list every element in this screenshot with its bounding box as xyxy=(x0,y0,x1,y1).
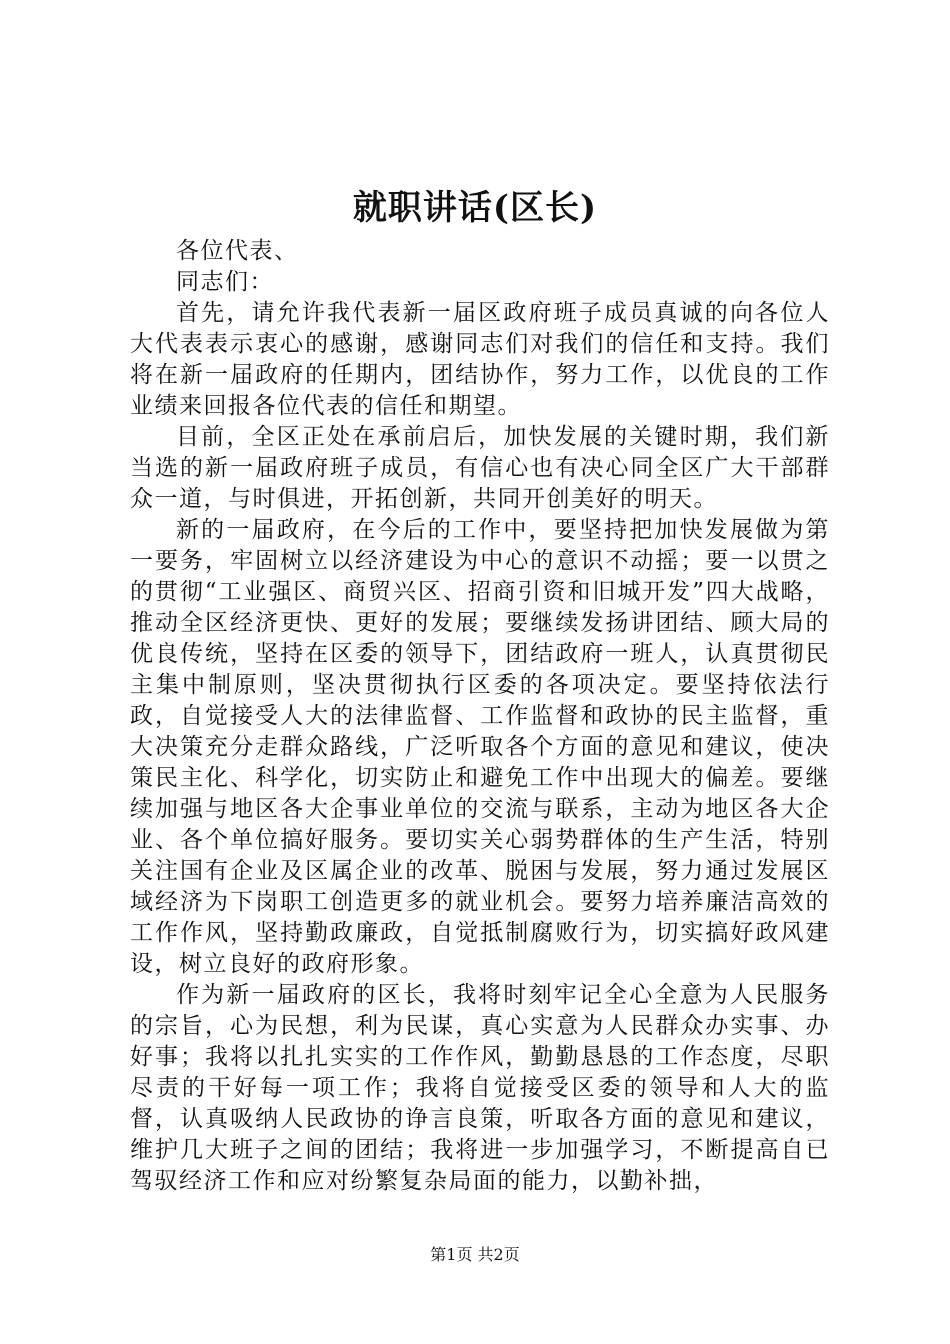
body-paragraph: 作为新一届政府的区长，我将时刻牢记全心全意为人民服务的宗旨，心为民想，利为民谋，真心实意为人民群众办实事、办好事；我将以扎扎实实的工作作风，勤勤恳恳的工作态度，尽职尽责的干好每一项工作；我将自觉接受区委的领导和人大的监督，认真吸纳人民政协的诤言良策，听取各方面的意见和建议，维护几大班子之间的团结；我将进一步加强学习，不断提高自已驾驭经济工作和应对纷繁复杂局面的能力，以勤补拙， xyxy=(130,982,830,1194)
document-title: 就职讲话(区长) xyxy=(352,188,598,228)
body-paragraph: 首先，请允许我代表新一届区政府班子成员真诚的向各位人大代表表示衷心的感谢，感谢同志们对我们的信任和支持。我们将在新一届政府的任期内，团结协作，努力工作，以优良的工作业绩来回报各位代表的信任和期望。 xyxy=(130,300,830,419)
body-paragraph: 目前，全区正处在承前启后，加快发展的关键时期，我们新当选的新一届政府班子成员，有信心也有决心同全区广大干部群众一道，与时俱进，开拓创新，共同开创美好的明天。 xyxy=(130,424,830,512)
body-paragraph: 新的一届政府，在今后的工作中，要坚持把加快发展做为第一要务，牢固树立以经济建设为中心的意识不动摇；要一以贯之的贯彻“工业强区、商贸兴区、招商引资和旧城开发”四大战略，推动全区经济更快、更好的发展；要继续发扬讲团结、顾大局的优良传统，坚持在区委的领导下，团结政府一班人，认真贯彻民主集中制原则，坚决贯彻执行区委的各项决定。要坚持依法行政，自觉接受人大的法律监督、工作监督和政协的民主监督，重大决策充分走群众路线，广泛听取各个方面的意见和建议，使决策民主化、科学化，切实防止和避免工作中出现大的偏差。要继续加强与地区各大企事业单位的交流与联系，主动为地区各大企业、各个单位搞好服务。要切实关心弱势群体的生产生活，特别关注国有企业及区属企业的改革、脱困与发展，努力通过发展区域经济为下岗职工创造更多的就业机会。要努力培养廉洁高效的工作作风，坚持勤政廉政，自觉抵制腐败行为，切实搞好政风建设，树立良好的政府形象。 xyxy=(130,517,830,977)
greeting-line: 同志们： xyxy=(176,269,274,295)
page-number-footer: 第1页 共2页 xyxy=(430,1245,520,1264)
greeting-line: 各位代表、 xyxy=(176,238,299,264)
document-body xyxy=(130,236,830,1197)
